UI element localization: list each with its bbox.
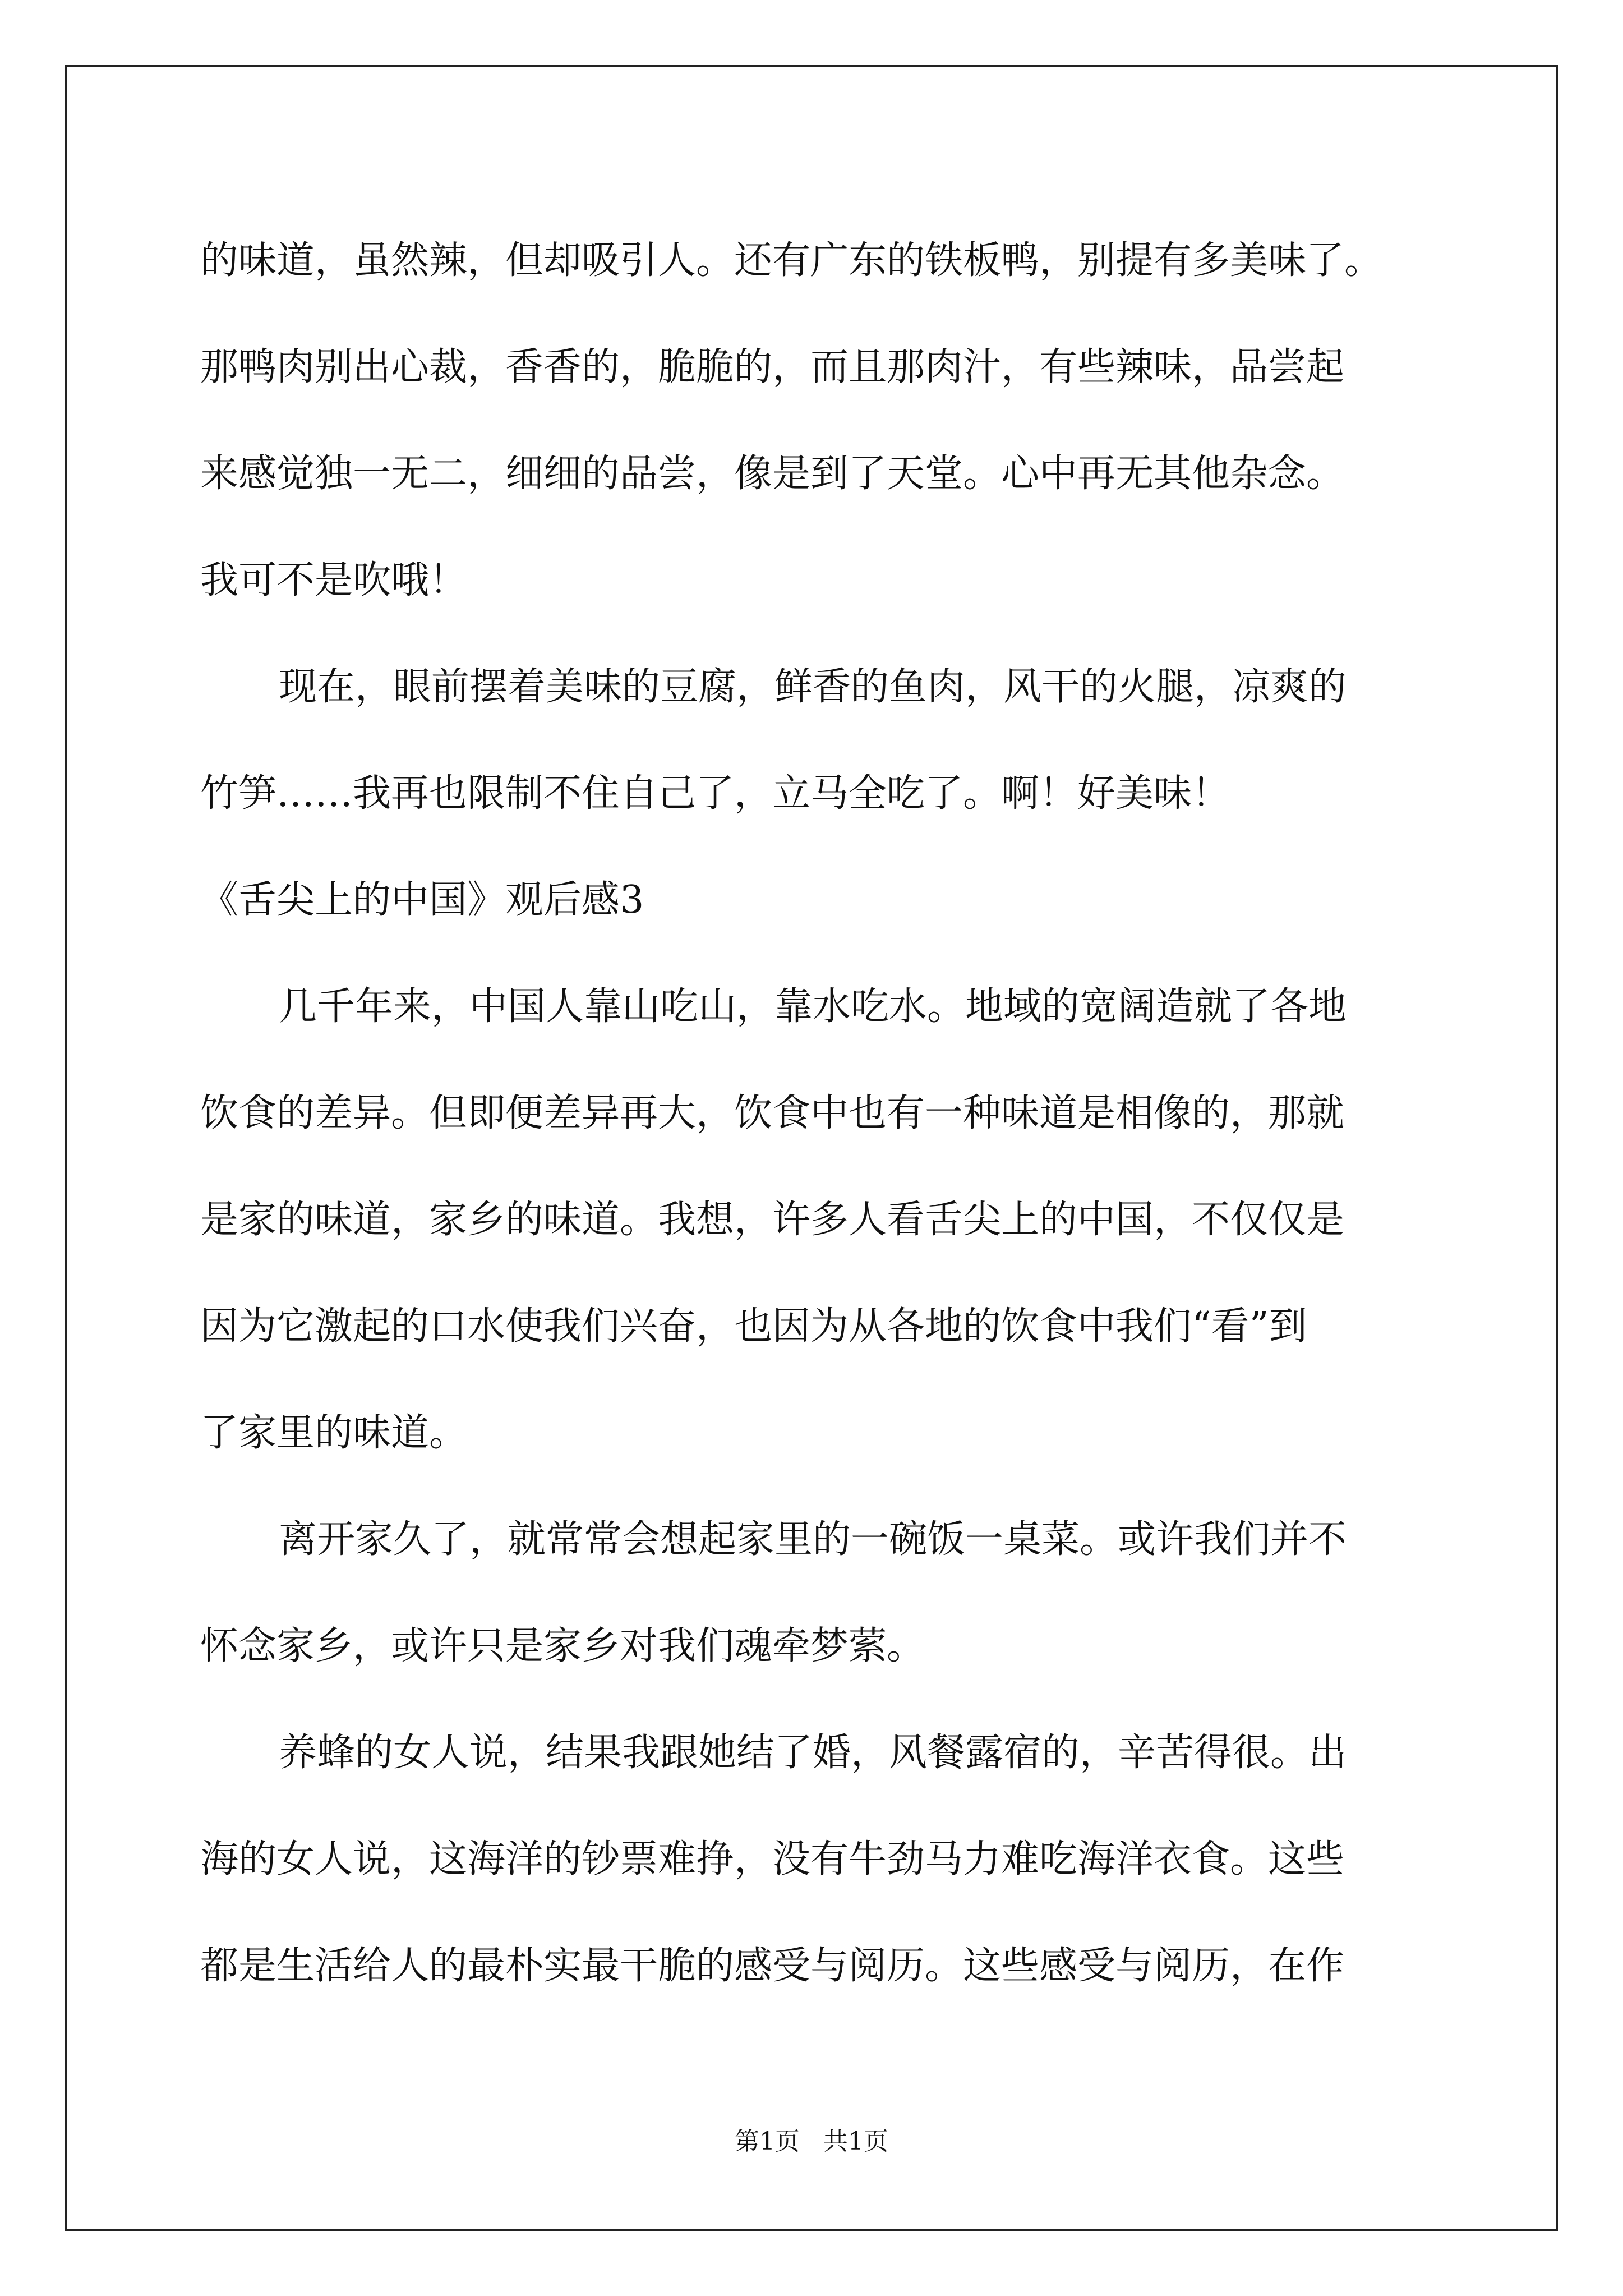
- page-footer: 第1页 共1页: [735, 2127, 888, 2156]
- document-body: [200, 208, 1434, 2019]
- text-line: 都是生活给人的最朴实最干脆的感受与阅历。这些感受与阅历，在作: [200, 1944, 1345, 1988]
- text-line: 的味道，虽然辣，但却吸引人。还有广东的铁板鸭，别提有多美味了。: [200, 238, 1383, 283]
- text-line: 是家的味道，家乡的味道。我想，许多人看舌尖上的中国，不仅仅是: [200, 1198, 1345, 1242]
- section-heading: 《舌尖上的中国》观后感3: [200, 878, 644, 922]
- text-line: 我可不是吹哦！: [200, 558, 468, 602]
- text-line: 了家里的味道。: [200, 1411, 468, 1455]
- text-line: 离开家久了，就常常会想起家里的一碗饭一桌菜。或许我们并不: [279, 1517, 1347, 1562]
- text-line: 海的女人说，这海洋的钞票难挣，没有牛劲马力难吃海洋衣食。这些: [200, 1837, 1345, 1881]
- text-line: 饮食的差异。但即便差异再大，饮食中也有一种味道是相像的，那就: [200, 1091, 1345, 1135]
- text-line: 养蜂的女人说，结果我跟她结了婚，风餐露宿的，辛苦得很。出: [279, 1731, 1347, 1775]
- text-line: 来感觉独一无二，细细的品尝，像是到了天堂。心中再无其他杂念。: [200, 452, 1345, 496]
- text-line: 因为它激起的口水使我们兴奋，也因为从各地的饮食中我们“看”到: [200, 1304, 1307, 1349]
- text-line: 几千年来，中国人靠山吃山，靠水吃水。地域的宽阔造就了各地: [279, 984, 1347, 1029]
- text-line: 现在，眼前摆着美味的豆腐，鲜香的鱼肉，风干的火腿，凉爽的: [279, 665, 1347, 709]
- text-line: 怀念家乡，或许只是家乡对我们魂牵梦萦。: [200, 1624, 925, 1668]
- text-line: 竹笋……我再也限制不住自己了，立马全吃了。啊！好美味！: [200, 771, 1230, 816]
- text-line: 那鸭肉别出心裁，香香的，脆脆的，而且那肉汁，有些辣味，品尝起: [200, 345, 1345, 389]
